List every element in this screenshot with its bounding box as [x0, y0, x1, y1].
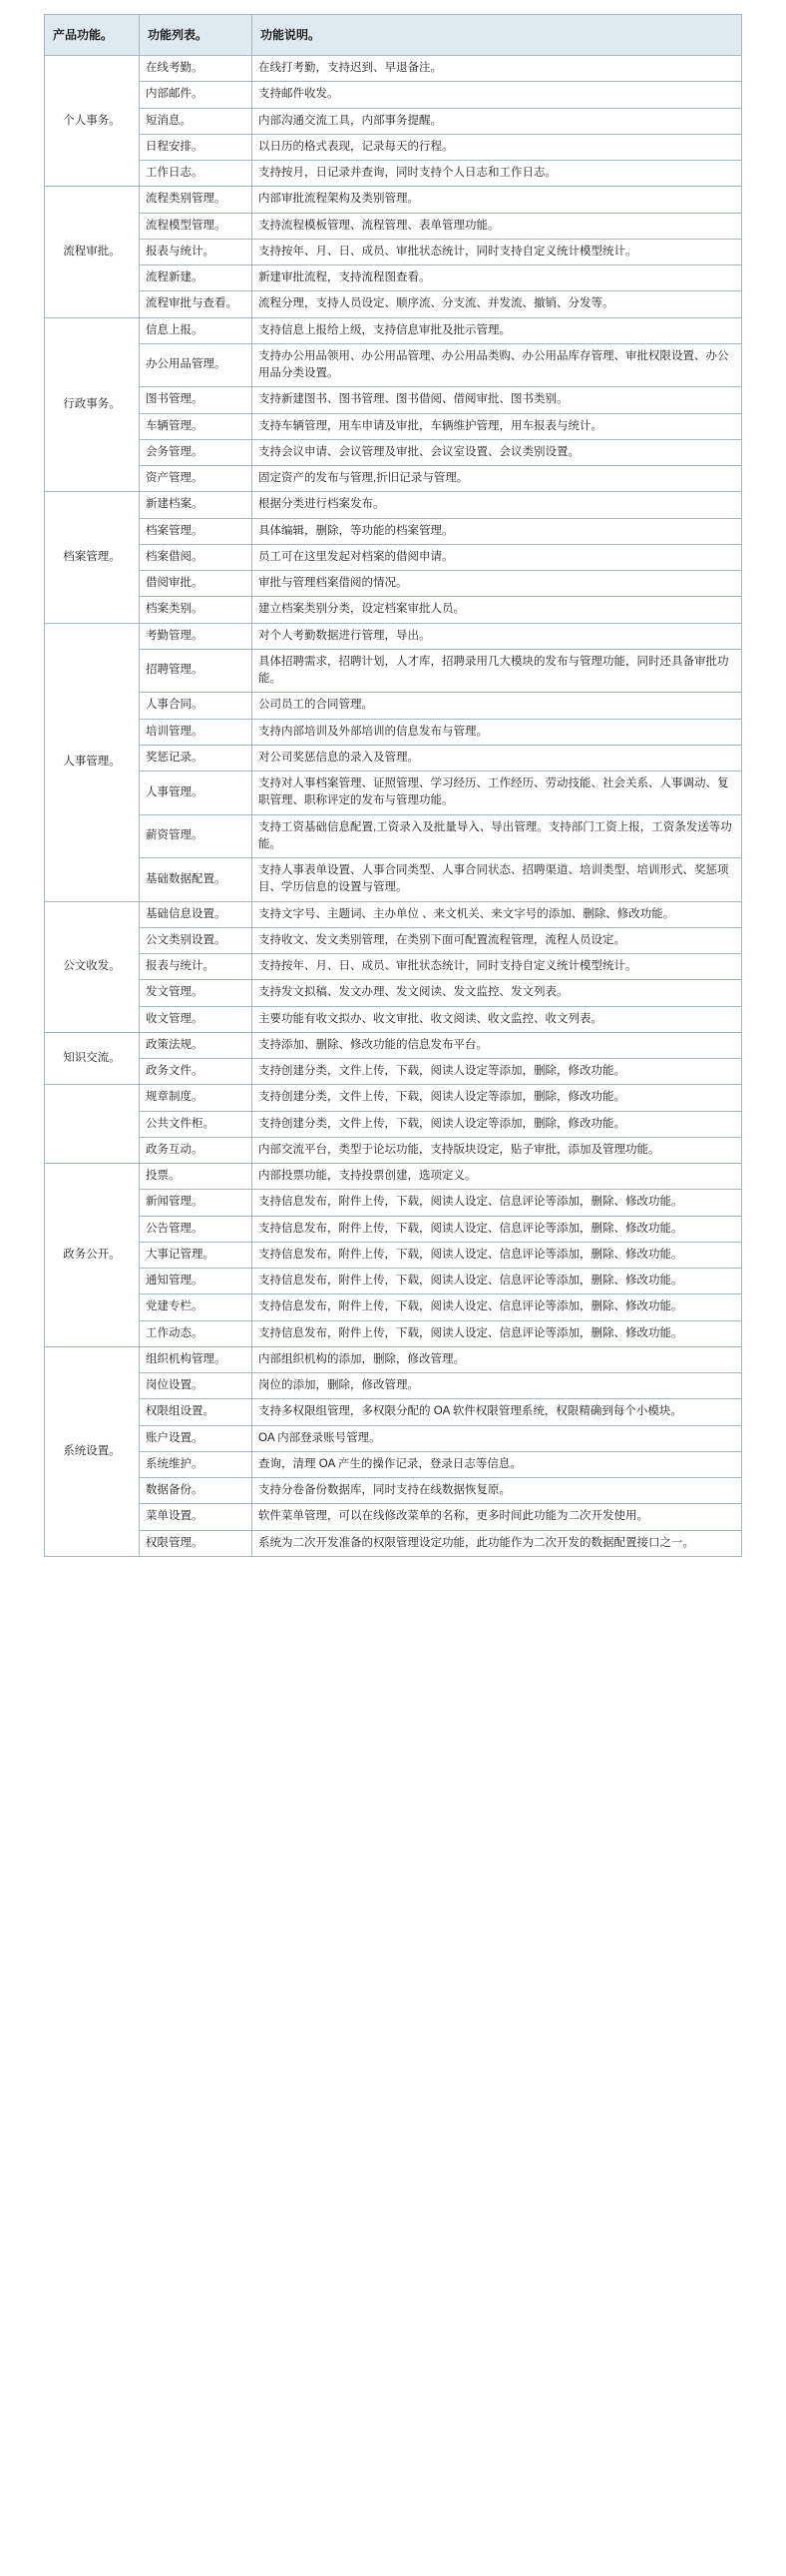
table-row: [45, 82, 742, 108]
table-row: [45, 1451, 742, 1477]
table-row: [45, 1269, 742, 1294]
function-description-cell: 支持信息发布，附件上传，下载，阅读人设定、信息评论等添加，删除、修改功能。: [252, 1320, 742, 1346]
table-row: [45, 1085, 742, 1111]
function-description-cell: 支持创建分类，文件上传，下载，阅读人设定等添加，删除，修改功能。: [252, 1059, 742, 1085]
function-item-cell: 权限管理。: [140, 1530, 252, 1556]
function-item-cell: 投票。: [140, 1164, 252, 1190]
function-item-cell: 工作日志。: [140, 161, 252, 187]
table-row: [45, 187, 742, 213]
function-description-cell: 流程分理，支持人员设定、顺序流、分支流、并发流、撤销、分发等。: [252, 291, 742, 317]
function-item-cell: 基础数据配置。: [140, 858, 252, 902]
table-row: [45, 1032, 742, 1058]
table-row: [45, 1242, 742, 1268]
table-row: [45, 239, 742, 264]
function-item-cell: 报表与统计。: [140, 239, 252, 264]
function-item-cell: 新建档案。: [140, 492, 252, 518]
table-row: [45, 649, 742, 693]
function-description-cell: 支持会议申请、会议管理及审批、会议室设置、会议类别设置。: [252, 439, 742, 465]
function-description-cell: 具体编辑，删除，等功能的档案管理。: [252, 518, 742, 544]
group-cell: 流程审批。: [45, 187, 140, 317]
function-description-cell: 系统为二次开发准备的权限管理设定功能，此功能作为二次开发的数据配置接口之一。: [252, 1530, 742, 1556]
function-description-cell: 支持人事表单设置、人事合同类型、人事合同状态、招聘渠道、培训类型、培训形式、奖惩项目、学历信息的设置与管理。: [252, 858, 742, 902]
function-description-cell: 支持邮件收发。: [252, 82, 742, 108]
function-item-cell: 借阅审批。: [140, 571, 252, 597]
function-description-cell: 支持发文拟稿、发文办理、发文阅读、发文监控、发文列表。: [252, 980, 742, 1006]
function-description-cell: 内部投票功能，支持投票创建，选项定义。: [252, 1164, 742, 1190]
function-description-cell: 支持信息发布，附件上传，下载，阅读人设定、信息评论等添加，删除、修改功能。: [252, 1242, 742, 1268]
function-item-cell: 权限组设置。: [140, 1399, 252, 1425]
table-row: [45, 719, 742, 745]
table-row: [45, 858, 742, 902]
function-item-cell: 公告管理。: [140, 1216, 252, 1242]
function-description-cell: 支持文字号、主题词、主办单位 、来文机关、来文字号的添加、删除、修改功能。: [252, 901, 742, 927]
table-row: [45, 544, 742, 570]
table-row: [45, 387, 742, 413]
table-row: [45, 1294, 742, 1320]
group-cell: 知识交流。: [45, 1032, 140, 1085]
table-row: [45, 1006, 742, 1032]
function-item-cell: 薪资管理。: [140, 814, 252, 858]
function-item-cell: 流程审批与查看。: [140, 291, 252, 317]
function-item-cell: 公共文件柜。: [140, 1111, 252, 1137]
function-description-cell: 内部审批流程架构及类别管理。: [252, 187, 742, 213]
function-item-cell: 收文管理。: [140, 1006, 252, 1032]
function-description-cell: 支持新建图书、图书管理、图书借阅、借阅审批、图书类别。: [252, 387, 742, 413]
function-description-cell: 支持按年、月、日、成员、审批状态统计，同时支持自定义统计模型统计。: [252, 954, 742, 980]
group-cell: 行政事务。: [45, 317, 140, 492]
header-function-list: 功能列表。: [140, 15, 252, 56]
table-row: [45, 161, 742, 187]
function-description-cell: 对公司奖惩信息的录入及管理。: [252, 745, 742, 771]
function-description-cell: 查询，清理 OA 产生的操作记录，登录日志等信息。: [252, 1451, 742, 1477]
group-cell: 公文收发。: [45, 901, 140, 1032]
function-description-cell: 支持分卷备份数据库，同时支持在线数据恢复原。: [252, 1478, 742, 1504]
function-description-cell: 固定资产的发布与管理,折旧记录与管理。: [252, 466, 742, 492]
table-body: [45, 56, 742, 1557]
function-description-cell: 支持内部培训及外部培训的信息发布与管理。: [252, 719, 742, 745]
table-row: [45, 466, 742, 492]
table-header-row: [45, 15, 742, 56]
table-row: [45, 1373, 742, 1399]
function-item-cell: 内部邮件。: [140, 82, 252, 108]
table-row: [45, 814, 742, 858]
table-row: [45, 1478, 742, 1504]
function-item-cell: 档案管理。: [140, 518, 252, 544]
function-item-cell: 新闻管理。: [140, 1190, 252, 1216]
function-item-cell: 通知管理。: [140, 1269, 252, 1294]
function-description-cell: 员工可在这里发起对档案的借阅申请。: [252, 544, 742, 570]
function-item-cell: 流程模型管理。: [140, 213, 252, 239]
function-description-cell: 在线打考勤，支持迟到、早退备注。: [252, 56, 742, 82]
function-description-cell: 支持信息发布，附件上传，下载，阅读人设定、信息评论等添加，删除、修改功能。: [252, 1269, 742, 1294]
table-row: [45, 1425, 742, 1451]
group-cell: 个人事务。: [45, 56, 140, 187]
group-cell: [45, 1085, 140, 1164]
function-description-cell: 审批与管理档案借阅的情况。: [252, 571, 742, 597]
table-row: [45, 413, 742, 439]
table-row: [45, 1399, 742, 1425]
table-row: [45, 745, 742, 771]
table-row: [45, 1137, 742, 1163]
function-description-cell: 支持多权限组管理，多权限分配的 OA 软件权限管理系统，权限精确到每个小模块。: [252, 1399, 742, 1425]
function-description-cell: 新建审批流程，支持流程图查看。: [252, 265, 742, 291]
table-row: [45, 901, 742, 927]
function-item-cell: 大事记管理。: [140, 1242, 252, 1268]
function-description-cell: 根据分类进行档案发布。: [252, 492, 742, 518]
function-item-cell: 账户设置。: [140, 1425, 252, 1451]
product-function-table: [44, 14, 742, 1557]
table-row: [45, 492, 742, 518]
function-item-cell: 公文类别设置。: [140, 927, 252, 953]
table-row: [45, 1320, 742, 1346]
function-item-cell: 报表与统计。: [140, 954, 252, 980]
function-description-cell: 支持按年、月、日、成员、审批状态统计，同时支持自定义统计模型统计。: [252, 239, 742, 264]
function-item-cell: 人事管理。: [140, 772, 252, 815]
function-item-cell: 发文管理。: [140, 980, 252, 1006]
table-row: [45, 317, 742, 343]
function-description-cell: 支持办公用品领用、办公用品管理、办公用品类购、办公用品库存管理、审批权限设置、办公用品分类设置。: [252, 343, 742, 387]
function-item-cell: 系统维护。: [140, 1451, 252, 1477]
group-cell: 档案管理。: [45, 492, 140, 623]
function-item-cell: 会务管理。: [140, 439, 252, 465]
function-description-cell: 支持信息发布，附件上传，下载，阅读人设定、信息评论等添加，删除、修改功能。: [252, 1294, 742, 1320]
function-item-cell: 日程安排。: [140, 134, 252, 160]
table-row: [45, 597, 742, 623]
function-item-cell: 人事合同。: [140, 693, 252, 719]
function-description-cell: 支持信息上报给上级，支持信息审批及批示管理。: [252, 317, 742, 343]
function-item-cell: 招聘管理。: [140, 649, 252, 693]
function-item-cell: 考勤管理。: [140, 623, 252, 649]
function-description-cell: 以日历的格式表现，记录每天的行程。: [252, 134, 742, 160]
function-description-cell: 具体招聘需求，招聘计划，人才库，招聘录用几大模块的发布与管理功能，同时还具备审批功能。: [252, 649, 742, 693]
function-item-cell: 资产管理。: [140, 466, 252, 492]
function-item-cell: 流程类别管理。: [140, 187, 252, 213]
function-item-cell: 岗位设置。: [140, 1373, 252, 1399]
function-description-cell: 主要功能有收文拟办、收文审批、收文阅读、收文监控、收文列表。: [252, 1006, 742, 1032]
function-description-cell: 支持信息发布，附件上传，下载，阅读人设定、信息评论等添加，删除、修改功能。: [252, 1190, 742, 1216]
function-item-cell: 组织机构管理。: [140, 1346, 252, 1372]
function-description-cell: 支持信息发布，附件上传，下载，阅读人设定、信息评论等添加，删除、修改功能。: [252, 1216, 742, 1242]
function-item-cell: 工作动态。: [140, 1320, 252, 1346]
function-item-cell: 办公用品管理。: [140, 343, 252, 387]
function-item-cell: 党建专栏。: [140, 1294, 252, 1320]
group-cell: 政务公开。: [45, 1164, 140, 1347]
table-row: [45, 954, 742, 980]
table-row: [45, 1111, 742, 1137]
table-row: [45, 1164, 742, 1190]
function-item-cell: 基础信息设置。: [140, 901, 252, 927]
function-description-cell: 岗位的添加，删除，修改管理。: [252, 1373, 742, 1399]
function-item-cell: 档案类别。: [140, 597, 252, 623]
header-function-description: 功能说明。: [252, 15, 742, 56]
function-item-cell: 在线考勤。: [140, 56, 252, 82]
function-item-cell: 流程新建。: [140, 265, 252, 291]
function-description-cell: 公司员工的合同管理。: [252, 693, 742, 719]
table-row: [45, 518, 742, 544]
function-item-cell: 奖惩记录。: [140, 745, 252, 771]
function-description-cell: 软件菜单管理，可以在线修改菜单的名称，更多时间此功能为二次开发使用。: [252, 1504, 742, 1530]
function-description-cell: 内部交流平台，类型于论坛功能，支持版块设定，贴子审批，添加及管理功能。: [252, 1137, 742, 1163]
table-row: [45, 772, 742, 815]
table-row: [45, 1059, 742, 1085]
table-row: [45, 927, 742, 953]
function-description-cell: 支持收文、发文类别管理，在类别下面可配置流程管理，流程人员设定。: [252, 927, 742, 953]
function-item-cell: 车辆管理。: [140, 413, 252, 439]
table-row: [45, 693, 742, 719]
function-item-cell: 图书管理。: [140, 387, 252, 413]
table-row: [45, 980, 742, 1006]
function-item-cell: 规章制度。: [140, 1085, 252, 1111]
group-cell: 人事管理。: [45, 623, 140, 901]
function-description-cell: 支持工资基础信息配置,工资录入及批量导入、导出管理。支持部门工资上报，工资条发送等功能。: [252, 814, 742, 858]
table-row: [45, 1504, 742, 1530]
table-row: [45, 108, 742, 134]
function-description-cell: 内部沟通交流工具，内部事务提醒。: [252, 108, 742, 134]
table-row: [45, 213, 742, 239]
table-row: [45, 291, 742, 317]
table-row: [45, 265, 742, 291]
function-item-cell: 政务文件。: [140, 1059, 252, 1085]
function-description-cell: 支持添加、删除、修改功能的信息发布平台。: [252, 1032, 742, 1058]
function-description-cell: 支持创建分类，文件上传，下载，阅读人设定等添加，删除，修改功能。: [252, 1111, 742, 1137]
table-row: [45, 134, 742, 160]
table-row: [45, 1530, 742, 1556]
function-item-cell: 数据备份。: [140, 1478, 252, 1504]
function-description-cell: 支持流程模板管理、流程管理、表单管理功能。: [252, 213, 742, 239]
function-description-cell: 支持车辆管理，用车申请及审批，车辆维护管理，用车报表与统计。: [252, 413, 742, 439]
function-description-cell: 内部组织机构的添加，删除，修改管理。: [252, 1346, 742, 1372]
function-item-cell: 信息上报。: [140, 317, 252, 343]
table-row: [45, 1346, 742, 1372]
table-row: [45, 571, 742, 597]
group-cell: 系统设置。: [45, 1346, 140, 1556]
function-description-cell: 建立档案类别分类，设定档案审批人员。: [252, 597, 742, 623]
table-row: [45, 1216, 742, 1242]
function-description-cell: OA 内部登录账号管理。: [252, 1425, 742, 1451]
function-description-cell: 对个人考勤数据进行管理，导出。: [252, 623, 742, 649]
header-product-function: 产品功能。: [45, 15, 140, 56]
table-row: [45, 439, 742, 465]
function-description-cell: 支持对人事档案管理、证照管理、学习经历、工作经历、劳动技能、社会关系、人事调动、复职管理、职称评定的发布与管理功能。: [252, 772, 742, 815]
table-row: [45, 1190, 742, 1216]
table-row: [45, 56, 742, 82]
function-item-cell: 菜单设置。: [140, 1504, 252, 1530]
function-item-cell: 政策法规。: [140, 1032, 252, 1058]
table-row: [45, 343, 742, 387]
function-item-cell: 档案借阅。: [140, 544, 252, 570]
table-row: [45, 623, 742, 649]
function-description-cell: 支持按月，日记录并查询，同时支持个人日志和工作日志。: [252, 161, 742, 187]
function-item-cell: 培训管理。: [140, 719, 252, 745]
table-head: [45, 15, 742, 56]
function-item-cell: 政务互动。: [140, 1137, 252, 1163]
function-item-cell: 短消息。: [140, 108, 252, 134]
function-description-cell: 支持创建分类，文件上传，下载，阅读人设定等添加，删除，修改功能。: [252, 1085, 742, 1111]
